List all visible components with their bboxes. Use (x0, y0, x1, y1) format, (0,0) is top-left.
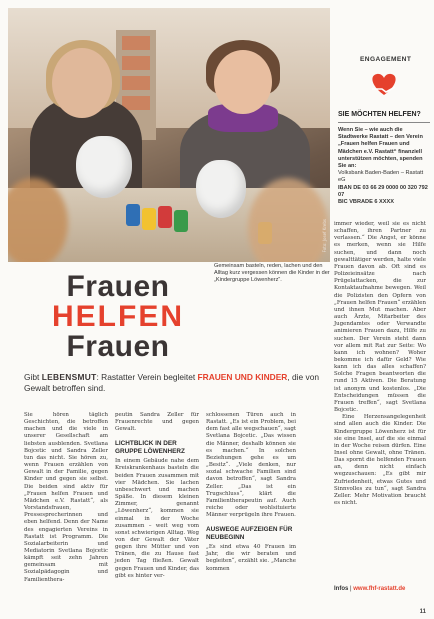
info-separator: | (350, 586, 354, 592)
headline-line3: Frauen (66, 330, 170, 363)
engagement-label: ENGAGEMENT (360, 56, 412, 63)
headline-line2: HELFEN (52, 300, 184, 333)
headline-line1: Frauen (66, 270, 170, 303)
column-text: „Es sind etwa 40 Frauen im Jahr, die wir beraten und begleiten“, erzählt sie. „Manche kommen (206, 544, 296, 572)
white-mask-right (196, 160, 246, 218)
help-question: SIE MÖCHTEN HELFEN? (338, 111, 421, 118)
article-column-4 (334, 221, 426, 507)
info-line (334, 586, 426, 592)
info-url-link[interactable]: www.fhf-rastatt.de (353, 586, 406, 592)
article-column-1 (24, 412, 108, 584)
bic: BIC VBRADE 6 XXXX (338, 199, 394, 206)
column-text: schlossenen Türen auch in Rastatt. „Es ist ein Problem, bei dem fast alle wegschauen“, sagt Svetlana Bojcetic. „Das wissen die Männer, deshalb können sie es machen.“ In solchen Beziehungen gehe es um „Besitz“. „Viele denken, nur sozial schwache Familien sind davon betroffen“, sagt Sandra Zeller. „Das ist ein Trugschluss“, klärt die Familientherapeutin auf. Auch reiche oder wohlsituierte Männer verprügeln ihre Frauen. (206, 412, 296, 519)
section-heading: LICHTBLICK IN DER GRUPPE LÖWENHERZ (115, 440, 185, 455)
sub-highlight: FRAUEN UND KINDER (197, 372, 288, 382)
column-text: Eine Herzensangelegenheit sind allen auch die Kinder. Die Kindergruppe Löwenherz ist für sie eine Insel, auf die sie einmal in der Woche reisen dürfen. Eine Insel ohne Gewalt, ohne Tränen. Das spornt die helfenden Frauen an, denn nicht einfach wegzuschauen: „Es gibt mir Zufriedenheit, etwas Gutes und Sinnvolles zu tun“, sagt Sandra Zeller. Mehr Motivation braucht es nicht. (334, 414, 426, 507)
info-label: Infos (334, 586, 349, 592)
column-text: Sie hören täglich Geschichten, die betroffen machen und die viele in unserer Gesellschaft am liebsten ausblenden. Svetlana Bojcetic und Sandra Zeller tun das nicht. Sie hören zu, wenn Frauen erzählen von Gewalt in der Familie, gegen Kinder und gegen sie selbst. Die beiden sind aktiv für „Frauen helfen Frauen und Mädchen e.V. Rastatt“, als Vorstandsfrauen, Pressesprecherinnen und eben helfend. Denn der Name des engagierten Vereins in Rastatt ist Programm. Die Sozialarbeiterin und Mediatorin Svetlana Bojcetic kämpft seit zehn Jahren gemeinsam mit Sozialpädagogin und Familienthera- (24, 412, 108, 583)
bank-name: Volksbank Baden-Baden – Rastatt eG (338, 170, 424, 184)
white-mask-left (76, 136, 132, 198)
sub-suffix: , die von Gewalt betroffen sind. (24, 372, 320, 393)
iban: IBAN DE 03 66 29 0000 00 320 792 07 (338, 184, 428, 198)
column-text: peutin Sandra Zeller für Frauenrechte und gegen Gewalt. (115, 412, 199, 433)
column-text: immer wieder, weil sie es nicht schaffen, ihren Partner zu verlassen.“ Die Angst, er könne es merken, wenn sie Hilfe suchen, und dann noch gewalttätiger werden, halte viele Frauen davon ab. Oft sind es Polizeieinsätze nach Prügelattacken, die zur Kontaktaufnahme bewegen. Weil die Polizisten den Opfern von „Frauen helfen Frauen“ erzählen und ihnen Mut machen. Aber auch Ärzte, Mitarbeiter des Jugendamtes oder Verwandte animieren Frauen dazu, Hilfe zu suchen. Der Verein steht dann vor allem mit Rat zur Seite: Wo kann ich wohnen? Woher bekomme ich dafür Geld? Wie kann ich das alles schaffen? Solche Fragen beantworten die rund 15 Aktiven. Die Beratung ist anonym und kostenlos. „Die Entscheidungen müssen die Frauen treffen“, sagt Svetlana Bojcetic. (334, 221, 426, 414)
photo-caption: Gemeinsam basteln, reden, lachen und den Alltag kurz vergessen können die Kinder in der „Kindergruppe Löwenherz“. (214, 263, 330, 283)
article-photo (8, 8, 330, 262)
article-column-2 (115, 412, 199, 580)
woman-right-face (214, 50, 272, 114)
page-number: 11 (419, 609, 426, 615)
headline (24, 272, 212, 362)
woman-left-face (52, 48, 112, 118)
subheadline (24, 372, 324, 394)
column-text: In einem Gebäude nahe dem Kreiskrankenhaus basteln die beiden Frauen zusammen mit vier Mädchen. Sie lachen unbeschwert und machen Späße. In diesem kleinen Zimmer, genannt „Löwenherz“, kommen sie einmal in der Woche zusammen – weit weg vom sonst schwierigen Alltag. Weg von der Gewalt der Väter gegen ihre Mütter und von Tränen, die zu Hause fast jeden Tag fließen. Gewalt gegen Frauen und Kinder, das gibt es hinter ver- (115, 458, 199, 579)
donation-text: Wenn Sie – wie auch die Stadtwerke Rastatt – den Verein „Frauen helfen Frauen und Mädchen e.V. Rastatt“ finanziell unterstützen möchten, spenden Sie an: (338, 127, 423, 170)
engagement-box (338, 8, 430, 206)
divider (338, 122, 430, 123)
section-heading: AUSWEGE AUFZEIGEN FÜR NEUBEGINN (206, 526, 293, 541)
article-column-3 (206, 412, 296, 573)
photo-credit: Foto: Josef Krebs (322, 218, 327, 252)
heart-hand-icon (364, 69, 404, 99)
sub-middle: : Rastatter Verein begleitet (96, 372, 198, 382)
sub-prefix: Gibt (24, 372, 42, 382)
sub-keyword: LEBENSMUT (41, 372, 97, 382)
